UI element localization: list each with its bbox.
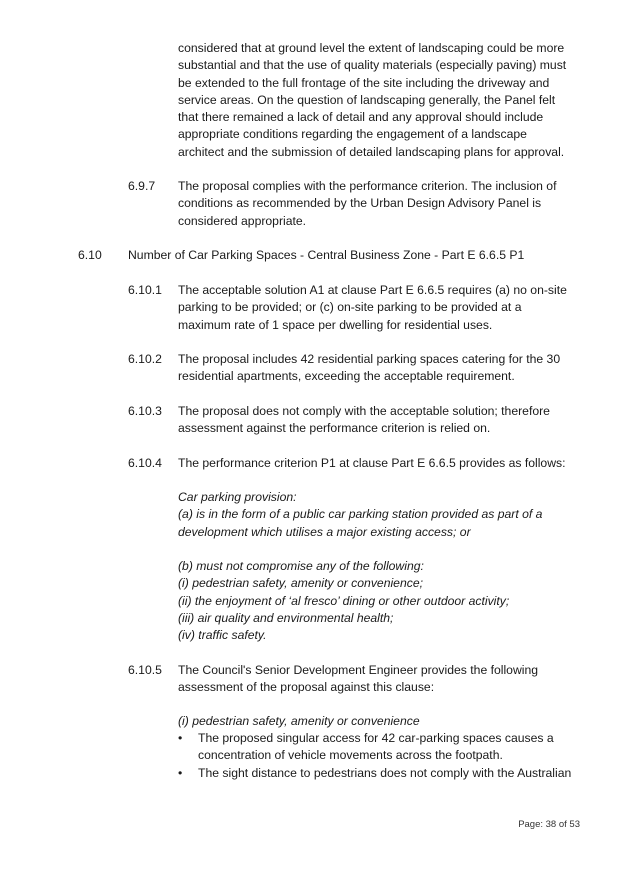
text-line: maximum rate of 1 space per dwelling for residential uses.	[178, 317, 493, 332]
clause-6-10-5-text	[178, 662, 578, 697]
text-line: The sight distance to pedestrians does not comply with the Australian	[198, 765, 572, 780]
text-line: substantial and that the use of quality materials (especially paving) must	[178, 58, 567, 73]
text-line: conditions as recommended by the Urban Design Advisory Panel is	[178, 196, 542, 211]
text-line: parking to be provided; or (c) on-site parking to be provided at a	[178, 300, 522, 315]
text-line: The Council's Senior Development Engineer provides the following	[178, 663, 539, 677]
quote-line: (iii) air quality and environmental health;	[178, 610, 394, 625]
clause-number-6-10-3: 6.10.3	[128, 404, 162, 418]
clause-number-6-10-5: 6.10.5	[128, 663, 162, 677]
clause-number-6-9-7: 6.9.7	[128, 179, 156, 193]
page-number: Page: 38 of 53	[518, 819, 580, 830]
text-line: considered appropriate.	[178, 213, 307, 228]
quote-line: development which utilises a major existing access; or	[178, 524, 471, 539]
quote-block-a	[178, 489, 578, 541]
section-title-6-10: Number of Car Parking Spaces - Central Business Zone - Part E 6.6.5 P1	[128, 248, 525, 262]
text-line: residential apartments, exceeding the acceptable requirement.	[178, 369, 515, 384]
text-line: The proposal includes 42 residential parking spaces catering for the 30	[178, 352, 561, 366]
quote-line: Car parking provision:	[178, 490, 297, 504]
quote-line: (a) is in the form of a public car parking station provided as part of a	[178, 507, 543, 522]
text-line: The proposal does not comply with the acceptable solution; therefore	[178, 404, 550, 418]
clause-number-6-10-4: 6.10.4	[128, 456, 162, 470]
intro-paragraph	[178, 40, 578, 161]
clause-6-10-4-text	[178, 455, 578, 472]
text-line: that there remained a lack of detail and any approval should include	[178, 110, 544, 125]
subheading-pedestrian-safety: (i) pedestrian safety, amenity or convenience	[178, 714, 420, 728]
quote-line: (i) pedestrian safety, amenity or convenience;	[178, 576, 423, 591]
clause-6-9-7-text	[178, 178, 578, 230]
text-line: The performance criterion P1 at clause Part E 6.6.5 provides as follows:	[178, 456, 566, 470]
text-line: The proposed singular access for 42 car-parking spaces causes a	[198, 731, 554, 745]
text-line: The acceptable solution A1 at clause Part E 6.6.5 requires (a) no on-site	[178, 283, 567, 297]
text-line: service areas. On the question of landscaping generally, the Panel felt	[178, 92, 556, 107]
quote-block-b	[178, 558, 578, 644]
bullet-list	[178, 730, 578, 782]
text-line: assessment against the performance criterion is relied on.	[178, 421, 491, 436]
bullet-icon: •	[178, 731, 183, 745]
text-line: considered that at ground level the extent of landscaping could be more	[178, 41, 565, 55]
text-line: concentration of vehicle movements across the footpath.	[198, 748, 503, 763]
clause-number-6-10-2: 6.10.2	[128, 352, 162, 366]
list-item	[178, 730, 578, 765]
quote-line: (ii) the enjoyment of ‘al fresco’ dining or other outdoor activity;	[178, 593, 510, 608]
clause-6-10-3-text	[178, 403, 578, 438]
text-line: assessment of the proposal against this clause:	[178, 680, 435, 695]
text-line: be extended to the full frontage of the site including the driveway and	[178, 75, 550, 90]
quote-line: (b) must not compromise any of the following:	[178, 559, 424, 573]
clause-number-6-10-1: 6.10.1	[128, 283, 162, 297]
list-item	[178, 765, 578, 782]
clause-6-10-2-text	[178, 351, 578, 386]
quote-line: (iv) traffic safety.	[178, 628, 267, 643]
bullet-icon: •	[178, 765, 183, 780]
section-number-6-10: 6.10	[78, 248, 102, 262]
text-line: The proposal complies with the performance criterion. The inclusion of	[178, 179, 557, 193]
clause-6-10-1-text	[178, 282, 578, 334]
text-line: architect and the submission of detailed landscaping plans for approval.	[178, 144, 565, 159]
text-line: appropriate conditions regarding the engagement of a landscape	[178, 127, 527, 142]
